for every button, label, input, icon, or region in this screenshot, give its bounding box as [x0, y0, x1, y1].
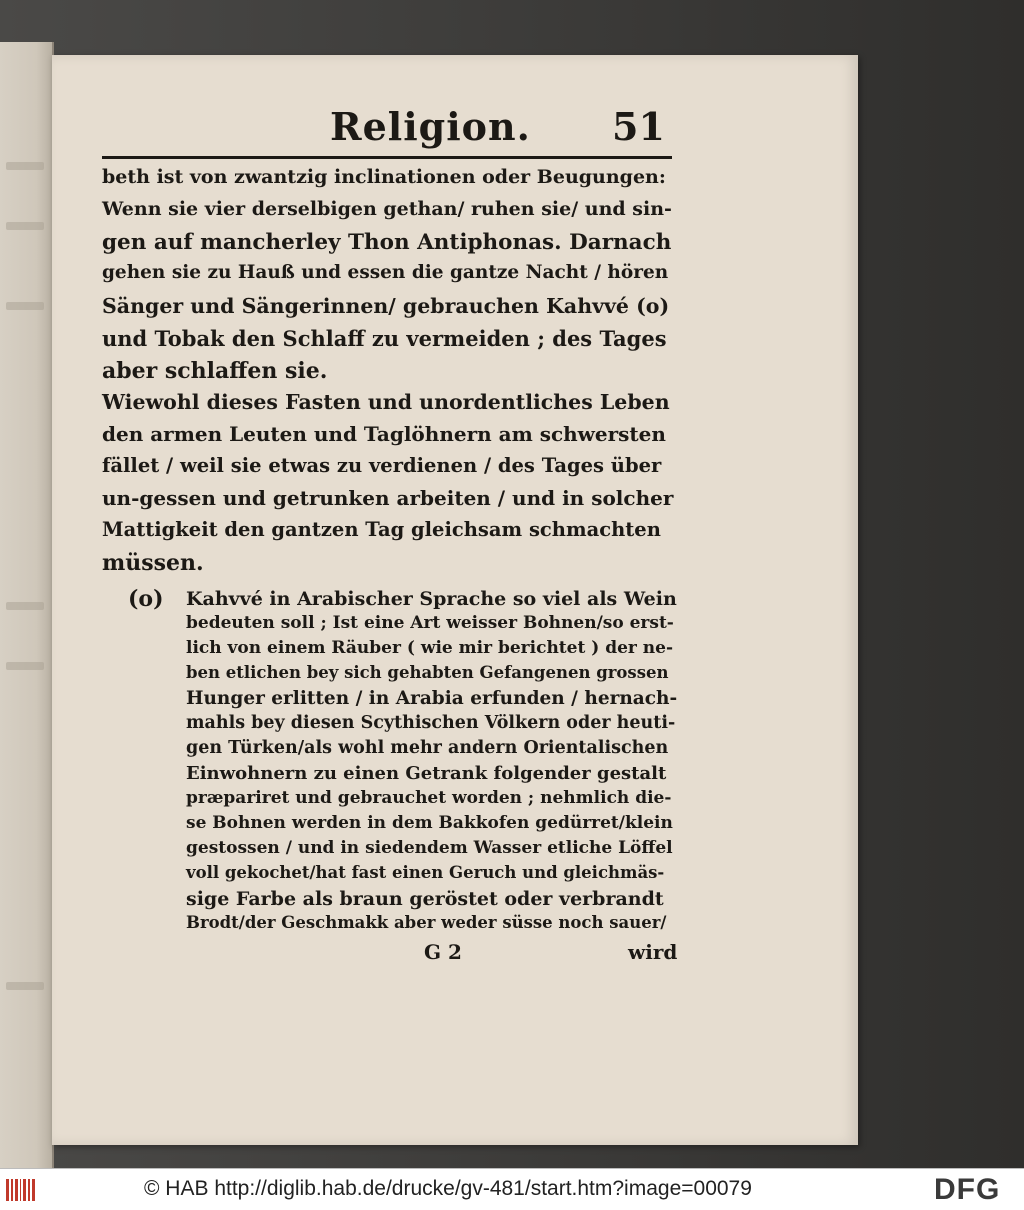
text-line: un-gessen und getrunken arbeiten / und in solcher — [102, 486, 674, 510]
header-rule — [102, 156, 672, 159]
dfg-logo: DFG — [934, 1173, 1001, 1206]
footnote-line: gen Türken/als wohl mehr andern Orientalischen — [186, 738, 669, 758]
footnote-line: voll gekochet/hat fast einen Geruch und gleichmäs- — [186, 863, 665, 882]
barcode-icon — [6, 1179, 46, 1201]
footnote-line: mahls bey diesen Scythischen Völkern oder heuti- — [186, 713, 676, 733]
text-line: Mattigkeit den gantzen Tag gleichsam schmachten — [102, 518, 661, 541]
signature-mark: G 2 — [424, 940, 462, 964]
text-line: Wenn sie vier derselbigen gethan/ ruhen sie/ und sin- — [102, 198, 672, 220]
footer-bar — [0, 1168, 1024, 1210]
footnote-line: bedeuten soll ; Ist eine Art weisser Bohnen/so erst- — [186, 613, 674, 633]
text-line: den armen Leuten und Taglöhnern am schwersten — [102, 422, 666, 446]
footnote-line: sige Farbe als braun geröstet oder verbrandt — [186, 888, 664, 910]
footnote-line: Hunger erlitten / in Arabia erfunden / hernach- — [186, 688, 678, 709]
footnote-marker: (o) — [128, 586, 164, 612]
footnote-line: lich von einem Räuber ( wie mir berichtet ) der ne- — [186, 638, 674, 658]
footnote-line: Einwohnern zu einen Getrank folgender gestalt — [186, 763, 667, 784]
footnote-line: gestossen / und in siedendem Wasser etliche Löffel — [186, 838, 673, 858]
footnote-line: Kahvvé in Arabischer Sprache so viel als Wein — [186, 588, 677, 610]
text-line: fället / weil sie etwas zu verdienen / des Tages über — [102, 454, 662, 477]
footnote-line: præpariret und gebrauchet worden ; nehmlich die- — [186, 788, 672, 808]
footnote-line: Brodt/der Geschmakk aber weder süsse noch sauer/ — [186, 913, 667, 932]
text-line: aber schlaffen sie. — [102, 358, 328, 384]
page-number: 51 — [612, 104, 665, 149]
footnote-line: se Bohnen werden in dem Bakkofen gedürret/klein — [186, 813, 673, 833]
running-header-title: Religion. — [330, 104, 531, 149]
text-line: Wiewohl dieses Fasten und unordentliches Leben — [102, 390, 670, 414]
footnote-line: ben etlichen bey sich gehabten Gefangenen grossen — [186, 663, 669, 682]
text-line: müssen. — [102, 550, 204, 576]
text-line: beth ist von zwantzig inclinationen oder Beugungen: — [102, 166, 666, 188]
text-line: Sänger und Sängerinnen/ gebrauchen Kahvvé (o) — [102, 294, 670, 318]
text-line: gehen sie zu Hauß und essen die gantze Nacht / hören — [102, 262, 669, 283]
catchword: wird — [628, 940, 678, 964]
citation-link[interactable]: © HAB http://diglib.hab.de/drucke/gv-481/start.htm?image=00079 — [144, 1177, 752, 1200]
previous-page-edge — [0, 42, 54, 1168]
text-line: und Tobak den Schlaff zu vermeiden ; des Tages — [102, 326, 667, 351]
text-line: gen auf mancherley Thon Antiphonas. Darnach — [102, 230, 672, 255]
